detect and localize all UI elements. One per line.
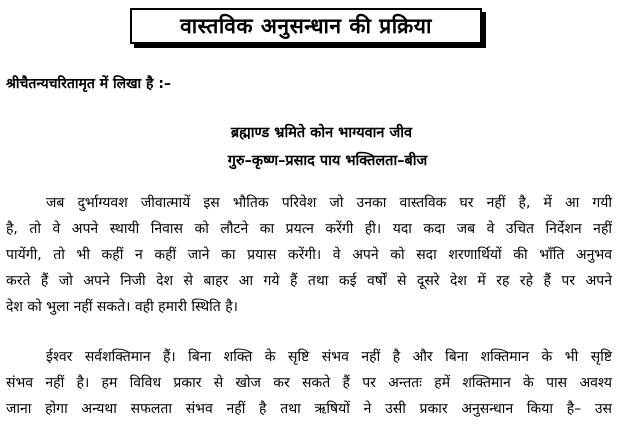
paragraph-line: ईश्वर सर्वशक्तिमान हैं। बिना शक्ति के सृष्टि संभव नहीं है और बिना शक्तिमान के भी सृष्टि	[46, 349, 612, 365]
paragraph-line: संभव नहीं है। हम विविध प्रकार से खोज कर सकते हैं पर अन्ततः हमें शक्तिमान के पास अवश्य	[6, 375, 612, 391]
paragraph-line: पायेंगी, तो भी कहीं न कहीं जाने का प्रयास करेंगी। वे अपने को सदा शरणार्थियों की भाँति अनुभव	[6, 247, 612, 263]
paragraph-line: जब दुर्भाग्यवश जीवात्मायें इस भौतिक परिवेश जो उनका वास्तविक घर नहीं है, में आ गयी	[46, 195, 612, 211]
page-title: वास्तविक अनुसन्धान की प्रक्रिया	[180, 14, 432, 38]
paragraph-line: है, तो वे अपने स्थायी निवास को लौटने का प्रयत्न करेंगी ही। यदा कदा जब वे उचित निर्देशन नहीं	[6, 221, 612, 237]
verse-line-1: ब्रह्माण्ड भ्रमिते कोन भाग्यवान जीव	[230, 125, 413, 141]
paragraph-1	[6, 190, 612, 320]
paragraph-line: जाना होगा अन्यथा सफलता संभव नहीं है तथा ऋषियों ने उसी प्रकार अनुसन्धान किया है– उस	[6, 401, 612, 417]
title-box	[130, 8, 482, 44]
intro-line: श्रीचैतन्यचरितामृत में लिखा है :–	[6, 76, 171, 92]
paragraph-line: करते हैं जो अपने निजी देश से बाहर आ गये हैं तथा कई वर्षों से दूसरे देश में रह रहे हैं पर अपने	[6, 273, 612, 289]
verse-line-2: गुरु–कृष्ण–प्रसाद पाय भक्तिलता–बीज	[227, 153, 428, 169]
paragraph-2	[6, 344, 612, 422]
paragraph-line: देश को भुला नहीं सकते। वही हमारी स्थिति है।	[6, 299, 238, 315]
